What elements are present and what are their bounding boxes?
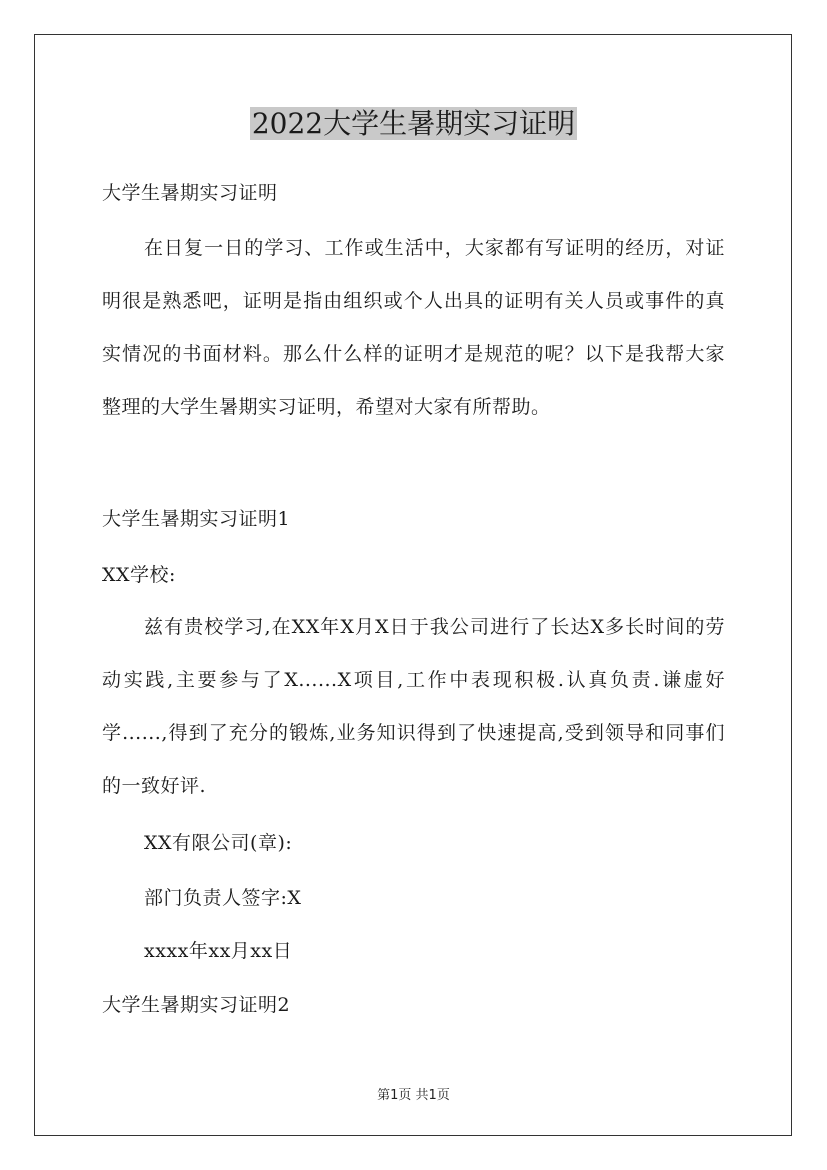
document-title bbox=[0, 104, 827, 144]
page-footer bbox=[0, 1084, 827, 1103]
intro-paragraph bbox=[102, 222, 725, 434]
page-number: 第1页 共1页 bbox=[377, 1088, 450, 1103]
document-title-text: 2022大学生暑期实习证明 bbox=[251, 107, 576, 140]
section1-body bbox=[102, 601, 725, 813]
section1-body-text: 兹有贵校学习,在XX年X月X日于我公司进行了长达X多长时间的劳动实践,主要参与了X......X项目,工作中表现积极.认真负责.谦虚好学......,得到了充分的锻炼,业务知识得到了快速提高,受到领导和同事们的一致好评. bbox=[102, 616, 725, 797]
section2-heading: 大学生暑期实习证明2 bbox=[102, 994, 291, 1016]
salutation: XX学校: bbox=[102, 564, 176, 586]
document-subtitle: 大学生暑期实习证明 bbox=[102, 182, 278, 204]
intro-paragraph-text: 在日复一日的学习、工作或生活中，大家都有写证明的经历，对证明很是熟悉吧，证明是指由组织或个人出具的证明有关人员或事件的真实情况的书面材料。那么什么样的证明才是规范的呢？以下是我帮大家整理的大学生暑期实习证明，希望对大家有所帮助。 bbox=[102, 237, 725, 418]
department-signature-line: 部门负责人签字:X bbox=[144, 887, 302, 909]
date-line: xxxx年xx月xx日 bbox=[144, 940, 293, 962]
company-seal-line: XX有限公司(章): bbox=[144, 832, 293, 854]
section1-heading: 大学生暑期实习证明1 bbox=[102, 508, 291, 530]
